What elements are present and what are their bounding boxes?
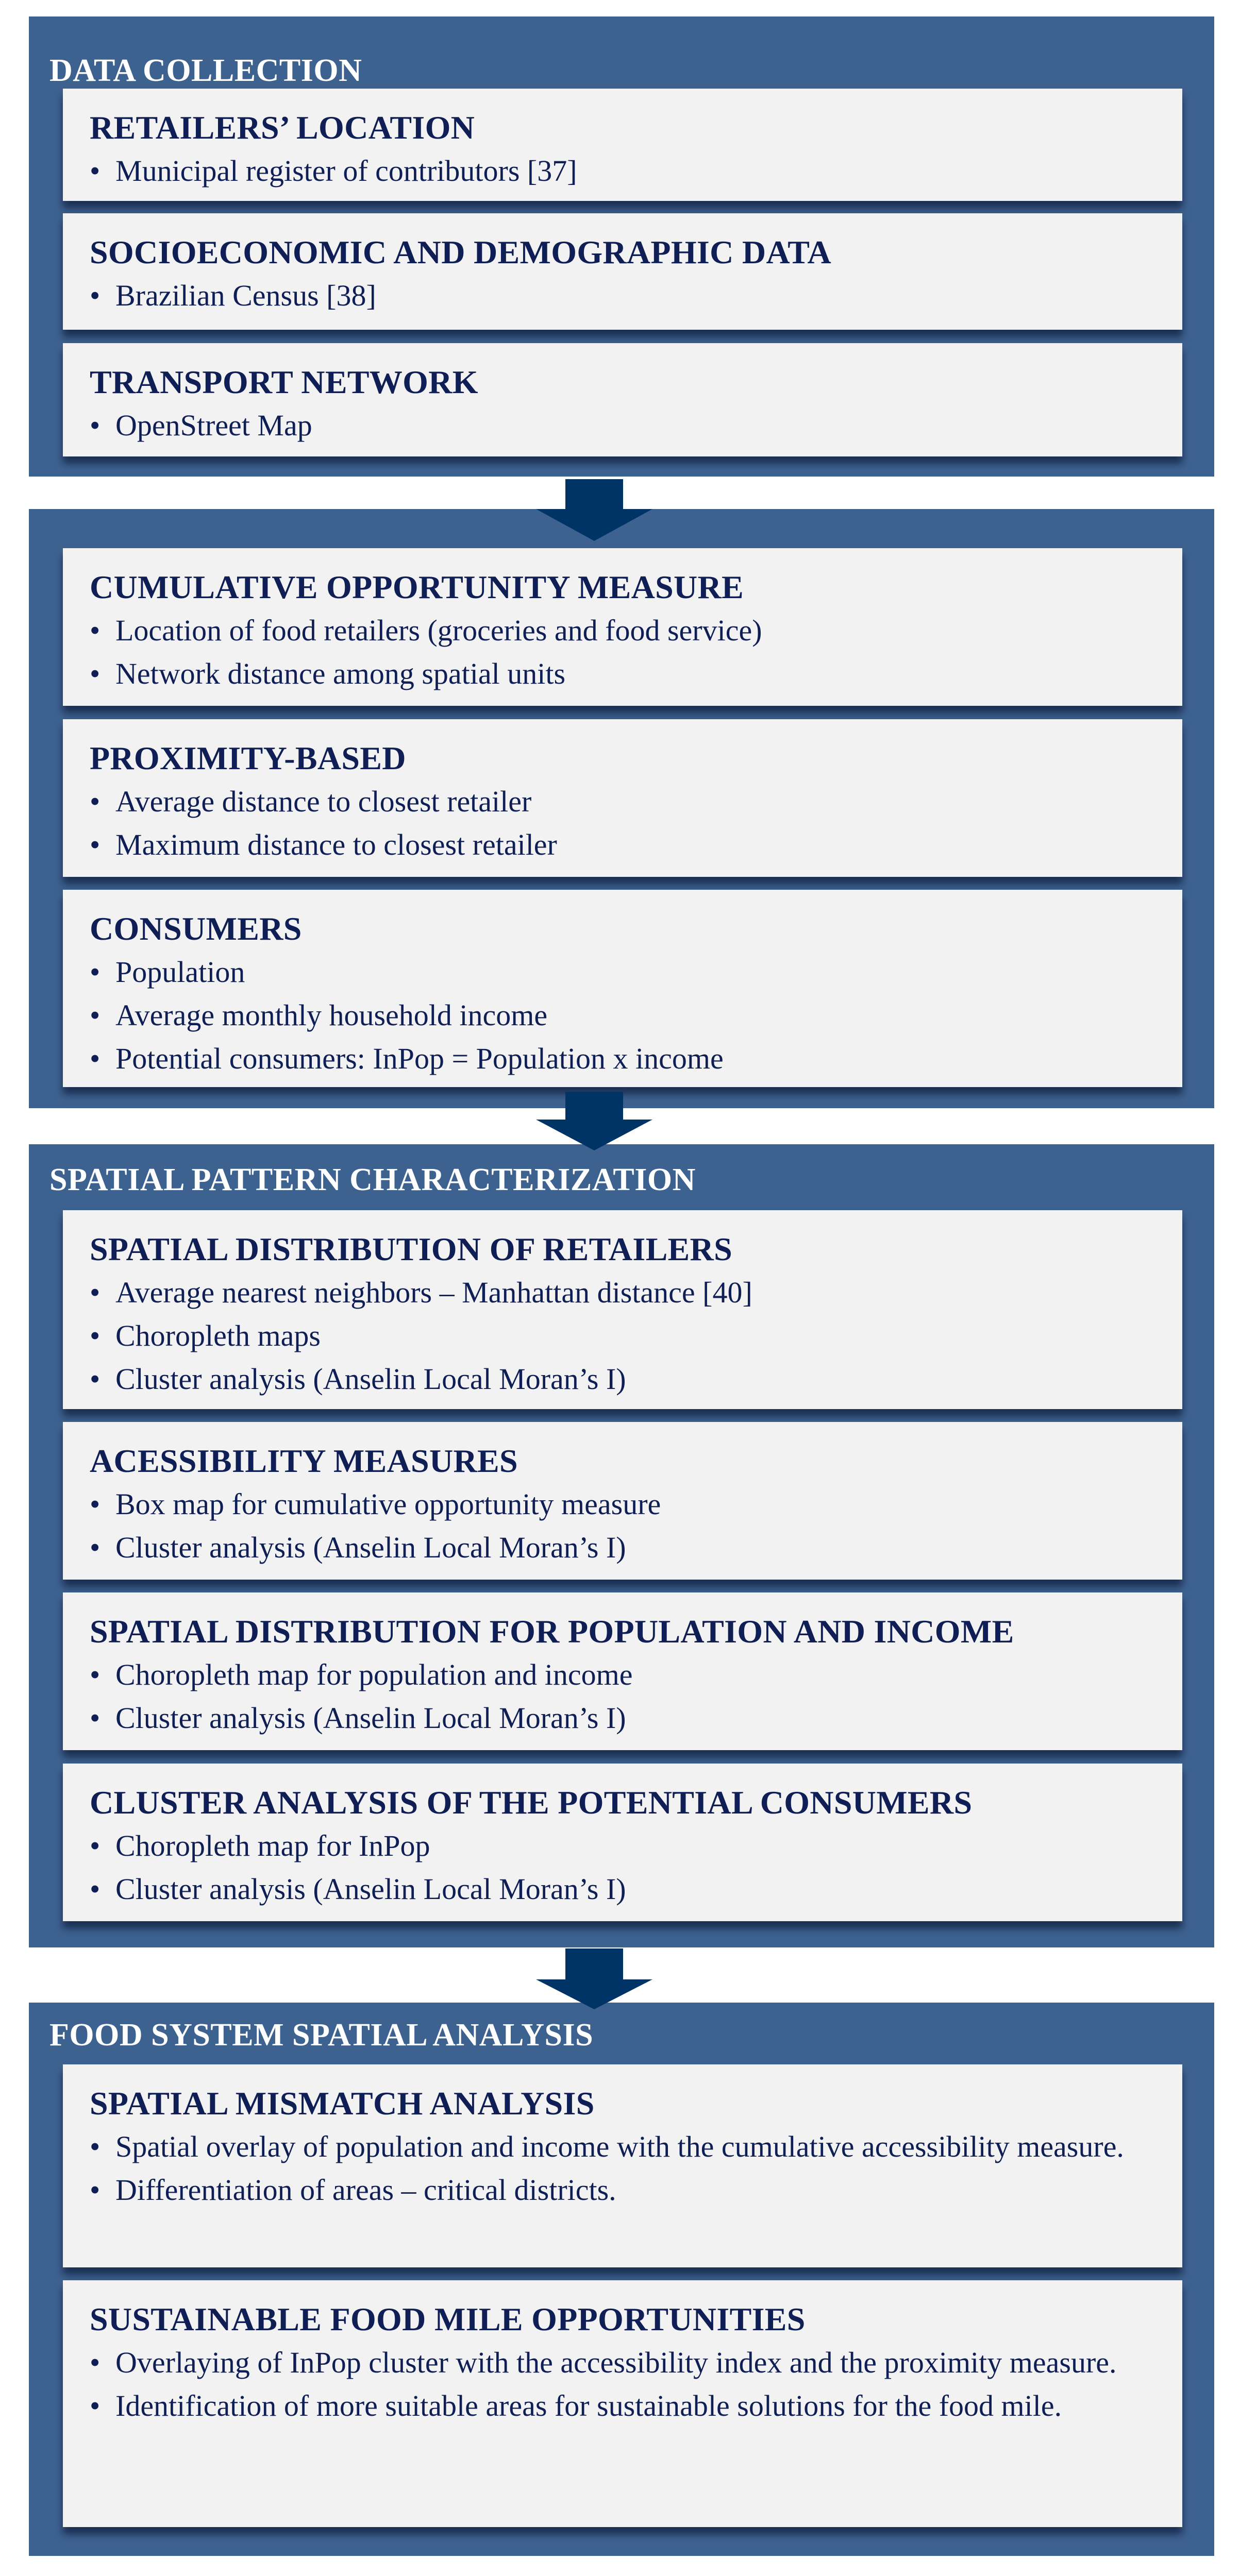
down-arrow-icon (536, 1948, 652, 2009)
bullet-item: • Population (90, 951, 1155, 994)
bullet-item: • Average distance to closest retailer (90, 780, 1155, 823)
panel-food-system-analysis (29, 2003, 1214, 2556)
panel-spatial-pattern (29, 1144, 1214, 1947)
bullet-item: • Cluster analysis (Anselin Local Moran’s I) (90, 1697, 1155, 1740)
bullet-item: • Choropleth maps (90, 1314, 1155, 1358)
bullet-item: • Average monthly household income (90, 994, 1155, 1037)
box-population-income (63, 1592, 1182, 1750)
box-title: CUMULATIVE OPPORTUNITY MEASURE (90, 569, 744, 605)
box-spatial-mismatch (63, 2064, 1182, 2267)
box-transport-network (63, 343, 1182, 456)
panel-data-collection (29, 16, 1214, 477)
bullet-item: • Choropleth map for InPop (90, 1824, 1155, 1868)
bullet-item: • Maximum distance to closest retailer (90, 823, 1155, 867)
box-cumulative-opportunity (63, 548, 1182, 706)
panel-title: FOOD SYSTEM SPATIAL ANALYSIS (49, 2018, 594, 2053)
bullet-item: • Location of food retailers (groceries and food service) (90, 609, 1155, 652)
bullet-item: • Cluster analysis (Anselin Local Moran’s I) (90, 1868, 1155, 1911)
bullet-item: • Cluster analysis (Anselin Local Moran’s I) (90, 1358, 1155, 1401)
box-proximity-based (63, 719, 1182, 877)
down-arrow-icon (536, 1092, 652, 1150)
down-arrow-icon (536, 479, 652, 541)
box-title: TRANSPORT NETWORK (90, 364, 478, 400)
bullet-item: • Cluster analysis (Anselin Local Moran’s I) (90, 1526, 1155, 1569)
bullet-item: • Differentiation of areas – critical districts. (90, 2168, 1155, 2212)
box-title: RETAILERS’ LOCATION (90, 109, 475, 146)
bullet-item: • Average nearest neighbors – Manhattan distance [40] (90, 1271, 1155, 1314)
box-retailers-location (63, 89, 1182, 201)
box-title: ACESSIBILITY MEASURES (90, 1443, 518, 1479)
bullet-item: • Potential consumers: InPop = Population x income (90, 1037, 1155, 1080)
panel-title: SPATIAL PATTERN CHARACTERIZATION (49, 1162, 696, 1197)
box-accessibility-measures (63, 1422, 1182, 1580)
bullet-item: • Brazilian Census [38] (90, 274, 1155, 317)
panel-measures (29, 509, 1214, 1108)
box-consumers (63, 890, 1182, 1087)
box-title: SUSTAINABLE FOOD MILE OPPORTUNITIES (90, 2301, 806, 2337)
bullet-item: • Box map for cumulative opportunity measure (90, 1483, 1155, 1526)
bullet-item: • Spatial overlay of population and income with the cumulative accessibility measure. (90, 2125, 1155, 2168)
box-retailer-distribution (63, 1210, 1182, 1409)
box-potential-consumers (63, 1764, 1182, 1921)
bullet-item: • Choropleth map for population and income (90, 1653, 1155, 1697)
box-socioeconomic-data (63, 213, 1182, 330)
bullet-item: • Network distance among spatial units (90, 652, 1155, 696)
box-title: SPATIAL MISMATCH ANALYSIS (90, 2085, 595, 2122)
box-title: CONSUMERS (90, 910, 302, 947)
bullet-item: • Identification of more suitable areas for sustainable solutions for the food mile. (90, 2384, 1155, 2428)
box-title: SOCIOECONOMIC AND DEMOGRAPHIC DATA (90, 234, 831, 270)
bullet-item: • OpenStreet Map (90, 404, 1155, 447)
panel-title: DATA COLLECTION (49, 53, 362, 88)
box-title: SPATIAL DISTRIBUTION OF RETAILERS (90, 1231, 732, 1267)
box-title: PROXIMITY-BASED (90, 740, 406, 776)
bullet-item: • Municipal register of contributors [37] (90, 149, 1155, 193)
box-sustainable-food-mile (63, 2280, 1182, 2527)
bullet-item: • Overlaying of InPop cluster with the accessibility index and the proximity measure. (90, 2341, 1155, 2384)
box-title: CLUSTER ANALYSIS OF THE POTENTIAL CONSUMERS (90, 1784, 973, 1821)
box-title: SPATIAL DISTRIBUTION FOR POPULATION AND INCOME (90, 1613, 1014, 1650)
